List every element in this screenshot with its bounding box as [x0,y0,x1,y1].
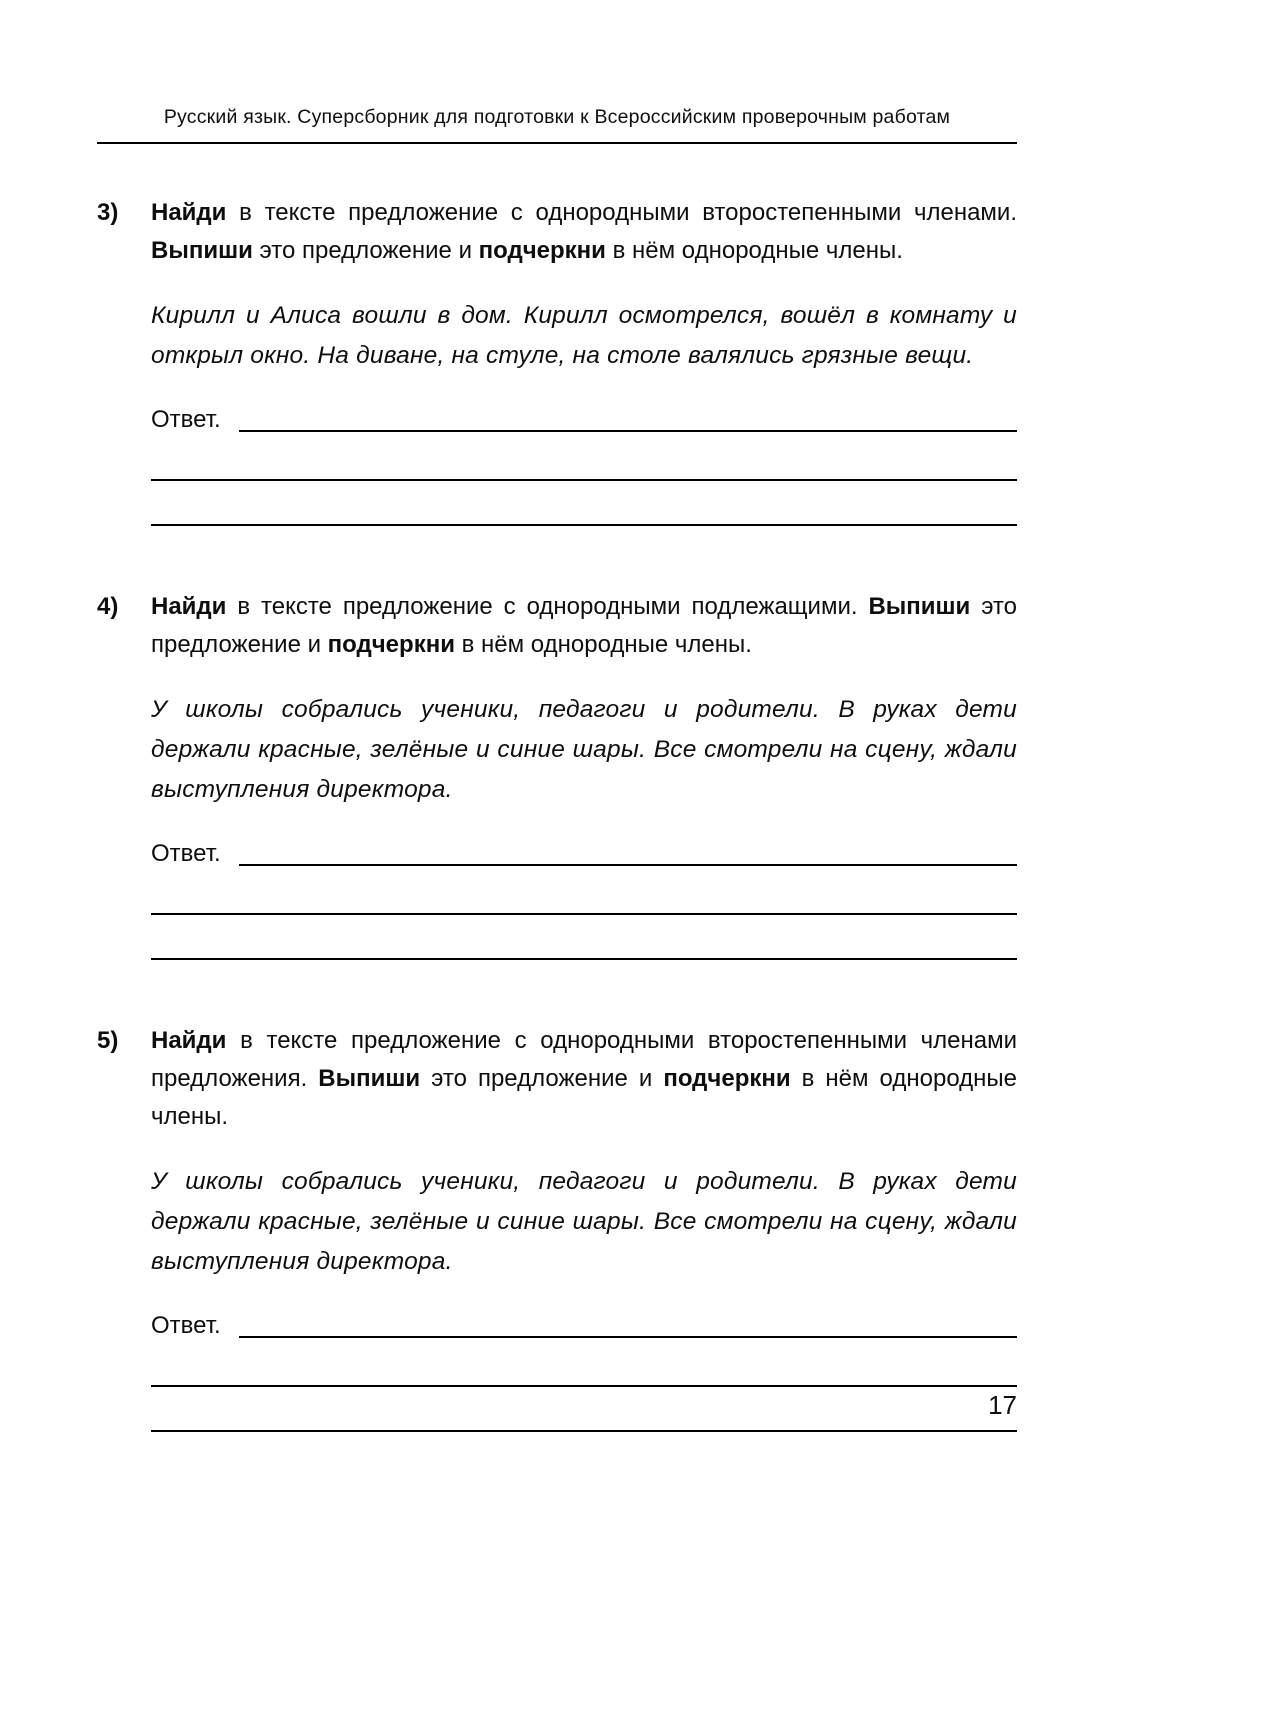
exercise-passage: У школы собрались ученики, педагоги и родители. В руках дети держали красные, зелёные и синие шары. Все смотрели на сцену, ждали выступления директора. [151,696,1017,803]
prompt-segment: подчеркни [327,631,455,658]
prompt-segment: это предложение и [151,593,1017,658]
prompt-segment: Выпиши [151,237,253,264]
prompt-segment: в тексте предложение с однородными подлежащими. [226,593,869,620]
exercise-passage: Кирилл и Алиса вошли в дом. Кирилл осмотрелся, вошёл в комнату и открыл окно. На диване, на стуле, на столе валялись грязные вещи. [151,302,1017,369]
answer-row [151,404,1017,436]
answer-line [151,915,1017,960]
page-number: 17 [988,1390,1017,1420]
answer-row [151,838,1017,870]
task-number: 4) [97,593,119,620]
task-prompt-text [151,1027,1017,1130]
prompt-segment: это предложение и [420,1065,664,1092]
prompt-segment: подчеркни [663,1065,791,1092]
answer-label: Ответ. [151,406,221,433]
answer-label: Ответ. [151,1312,221,1339]
task-4 [97,588,1017,960]
answer-line [151,1342,1017,1387]
task-prompt-text [151,593,1017,658]
answer-label: Ответ. [151,840,221,867]
answer-line [239,430,1017,432]
answer-line [239,1336,1017,1338]
answer-line [239,864,1017,866]
task-5 [97,1022,1017,1432]
prompt-segment: в нём однородные члены. [454,631,752,658]
answer-row [151,1310,1017,1342]
prompt-segment: в нём однородные члены. [605,237,903,264]
task-number: 3) [97,199,119,226]
tasks-list [97,194,1017,1432]
task-3 [97,194,1017,526]
task-prompt-text [151,199,1017,264]
prompt-segment: это предложение и [252,237,479,264]
prompt-segment: Найди [151,1027,227,1054]
task-number: 5) [97,1027,119,1054]
running-header: Русский язык. Суперсборник для подготовки к Всероссийским проверочным работам [163,106,951,128]
prompt-segment: Найди [151,199,227,226]
prompt-segment: в тексте предложение с однородными второстепенными членами. [226,199,1017,226]
task-prompt [97,1022,1017,1136]
task-prompt [97,588,1017,664]
task-prompt [97,194,1017,270]
answer-line [151,436,1017,481]
page-content [97,104,1017,1432]
prompt-segment: в нём однородные члены. [151,1065,1017,1130]
prompt-segment: подчеркни [478,237,606,264]
prompt-segment: Выпиши [868,593,971,620]
answer-line [151,870,1017,915]
header-rule [97,142,1017,144]
prompt-segment: в тексте предложение с однородными второстепенными членами предложения. [151,1027,1017,1092]
answer-line [151,481,1017,526]
prompt-segment: Найди [151,593,227,620]
exercise-passage: У школы собрались ученики, педагоги и родители. В руках дети держали красные, зелёные и синие шары. Все смотрели на сцену, ждали выступления директора. [151,1168,1017,1275]
prompt-segment: Выпиши [318,1065,421,1092]
